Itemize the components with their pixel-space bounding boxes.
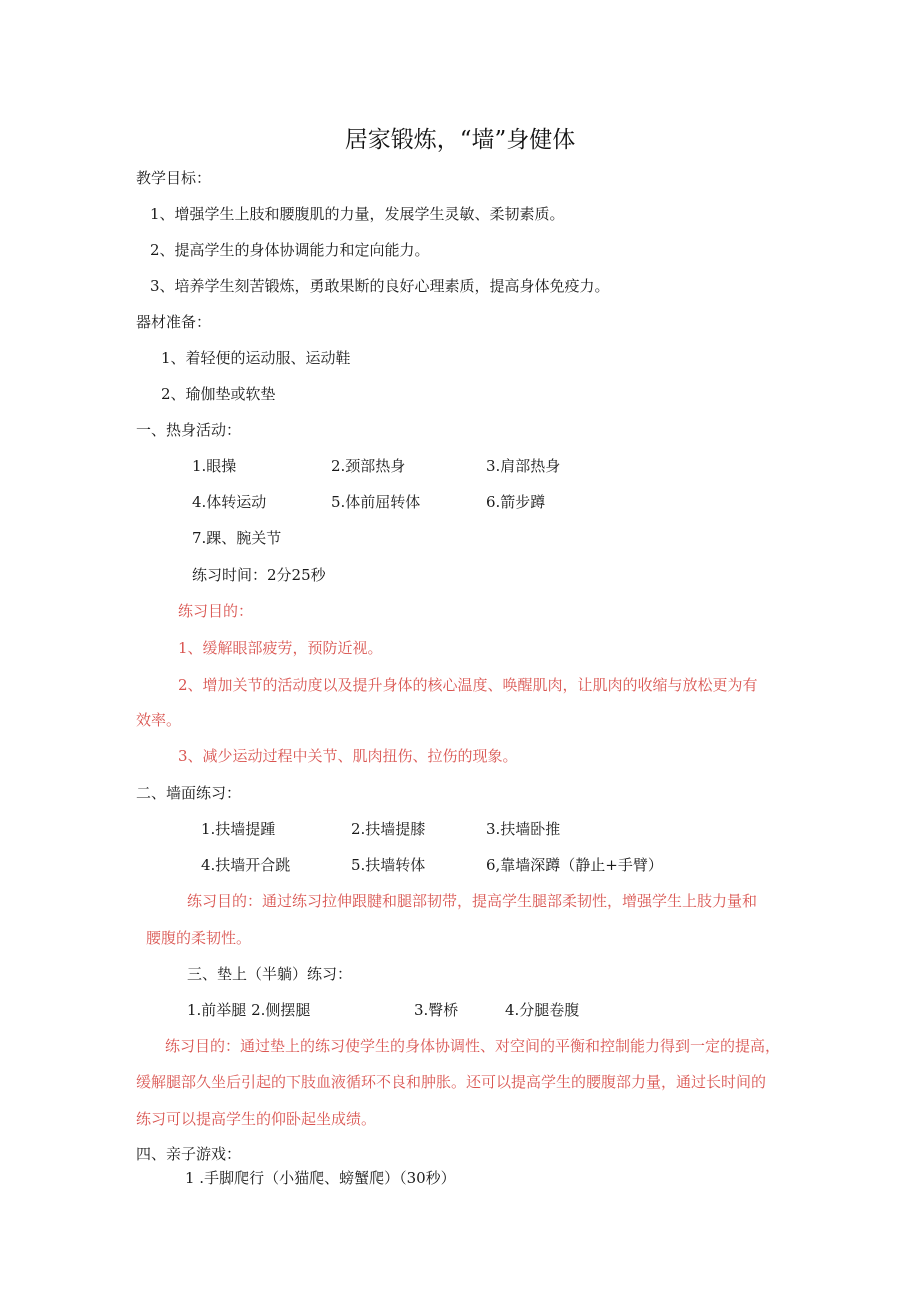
warmup-item: 5.体前屈转体	[331, 493, 421, 511]
objectives-heading: 教学目标：	[136, 169, 212, 187]
warmup-item: 3.肩部热身	[486, 457, 561, 475]
mat-item: 1.前举腿 2.侧摆腿	[187, 1001, 311, 1019]
warmup-item: 1.眼操	[192, 457, 237, 475]
warmup-purpose-heading: 练习目的：	[178, 602, 254, 620]
warmup-purpose-item: 1、缓解眼部疲劳，预防近视。	[178, 639, 383, 657]
warmup-item: 6.箭步蹲	[486, 493, 546, 511]
warmup-purpose-item: 2、增加关节的活动度以及提升身体的核心温度、唤醒肌肉，让肌肉的收缩与放松更为有	[178, 676, 758, 694]
wall-item: 3.扶墙卧推	[486, 820, 561, 838]
document-title: 居家锻炼，“墙”身健体	[344, 127, 576, 153]
warmup-purpose-item: 3、减少运动过程中关节、肌肉扭伤、拉伤的现象。	[178, 747, 518, 765]
objective-item: 3、培养学生刻苦锻炼，勇敢果断的良好心理素质，提高身体免疫力。	[150, 277, 610, 295]
warmup-item: 2.颈部热身	[331, 457, 406, 475]
wall-item: 4.扶墙开合跳	[201, 856, 291, 874]
objective-item: 2、提高学生的身体协调能力和定向能力。	[150, 241, 430, 259]
warmup-time: 练习时间：2分25秒	[192, 566, 326, 584]
warmup-heading: 一、热身活动：	[136, 421, 242, 439]
game-item: 1 .手脚爬行（小猫爬、螃蟹爬）（30秒）	[185, 1169, 456, 1187]
wall-item: 1.扶墙提踵	[201, 820, 276, 838]
mat-item: 4.分腿卷腹	[505, 1001, 580, 1019]
equipment-item: 2、瑜伽垫或软垫	[161, 385, 276, 403]
wall-item: 5.扶墙转体	[351, 856, 426, 874]
equipment-item: 1、着轻便的运动服、运动鞋	[161, 349, 351, 367]
game-heading: 四、亲子游戏：	[136, 1145, 242, 1163]
equipment-heading: 器材准备：	[136, 313, 212, 331]
mat-heading: 三、垫上（半躺）练习：	[187, 965, 353, 983]
mat-purpose: 练习目的：通过垫上的练习使学生的身体协调性、对空间的平衡和控制能力得到一定的提高，	[165, 1037, 781, 1055]
wall-heading: 二、墙面练习：	[136, 784, 242, 802]
mat-purpose: 练习可以提高学生的仰卧起坐成绩。	[136, 1110, 377, 1128]
wall-item: 2.扶墙提膝	[351, 820, 426, 838]
warmup-item: 4.体转运动	[192, 493, 267, 511]
wall-purpose: 腰腹的柔韧性。	[146, 929, 252, 947]
warmup-purpose-item: 效率。	[136, 711, 182, 729]
wall-item: 6,靠墙深蹲（静止+手臂）	[486, 856, 663, 874]
objective-item: 1、增强学生上肢和腰腹肌的力量，发展学生灵敏、柔韧素质。	[150, 205, 565, 223]
warmup-item: 7.踝、腕关节	[192, 529, 282, 547]
wall-purpose: 练习目的：通过练习拉伸跟腱和腿部韧带，提高学生腿部柔韧性，增强学生上肢力量和	[187, 892, 758, 910]
mat-item: 3.臀桥	[414, 1001, 459, 1019]
mat-purpose: 缓解腿部久坐后引起的下肢血液循环不良和肿胀。还可以提高学生的腰腹部力量，通过长时间的	[136, 1073, 767, 1091]
